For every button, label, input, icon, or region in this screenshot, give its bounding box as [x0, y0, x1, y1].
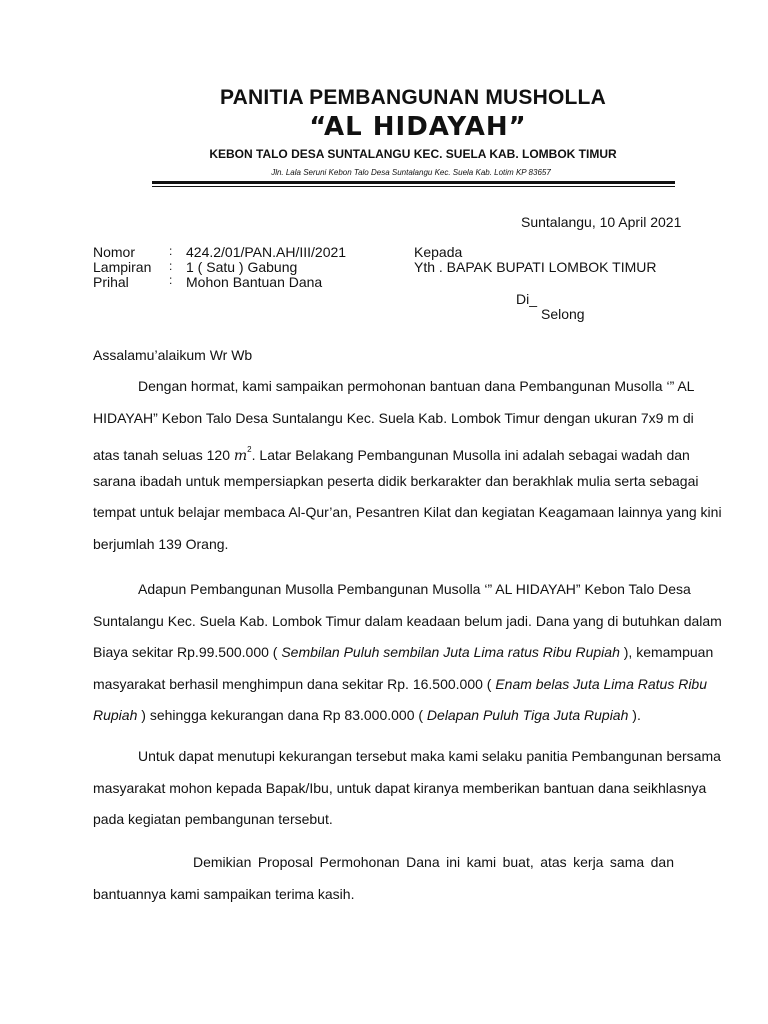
meta-colon: :	[169, 273, 173, 287]
meta-label-prihal: Prihal	[93, 274, 129, 290]
date-line: Suntalangu, 10 April 2021	[521, 214, 682, 230]
paragraph-1-line: tempat untuk belajar membaca Al-Qur’an, Pesantren Kilat dan kegiatan Keagamaan lainnya yang kini	[93, 504, 722, 520]
paragraph-3-line: Untuk dapat menutupi kekurangan tersebut maka kami selaku panitia Pembangunan bersama	[138, 748, 721, 764]
paragraph-1	[93, 371, 722, 560]
letterhead-committee: PANITIA PEMBANGUNAN MUSHOLLA	[220, 86, 606, 109]
paragraph-1-text: . Latar Belakang Pembangunan Musolla ini adalah sebagai wadah dan	[251, 447, 690, 463]
paragraph-1-line: Dengan hormat, kami sampaikan permohonan bantuan dana Pembangunan Musolla ‘” AL	[138, 378, 695, 394]
meta-value-prihal: Mohon Bantuan Dana	[186, 274, 323, 290]
paragraph-2-text: ).	[628, 707, 641, 723]
salutation: Assalamu’alaikum Wr Wb	[93, 347, 253, 363]
letterhead-divider-thick	[152, 181, 675, 184]
meta-value-nomor: 424.2/01/PAN.AH/III/2021	[186, 244, 347, 260]
letterhead-address: Jln. Lala Seruni Kebon Talo Desa Suntalangu Kec. Suela Kab. Lotim KP 83657	[271, 168, 551, 177]
letterhead-location: KEBON TALO DESA SUNTALANGU KEC. SUELA KAB. LOMBOK TIMUR	[209, 147, 617, 161]
paragraph-4-line: bantuannya kami sampaikan terima kasih.	[93, 885, 355, 902]
recipient-addressee: Yth . BAPAK BUPATI LOMBOK TIMUR	[414, 259, 657, 275]
amount-in-words: Sembilan Puluh sembilan Juta Lima ratus Ribu Rupiah	[281, 644, 620, 660]
paragraph-2-text: masyarakat berhasil menghimpun dana sekitar Rp. 16.500.000 (	[93, 675, 496, 692]
amount-in-words: Delapan Puluh Tiga Juta Rupiah	[426, 707, 629, 723]
meta-colon: :	[169, 244, 173, 258]
paragraph-2-text: ) sehingga kekurangan dana Rp 83.000.000 (	[137, 707, 427, 723]
area-unit: m	[233, 448, 248, 464]
amount-in-words: Rupiah	[93, 707, 138, 723]
meta-label-lampiran: Lampiran	[93, 259, 152, 275]
meta-colon: :	[169, 259, 173, 273]
area-exponent: 2	[247, 445, 252, 454]
paragraph-2-line: Suntalangu Kec. Suela Kab. Lombok Timur dalam keadaan belum jadi. Dana yang di butuhkan dalam	[93, 612, 722, 629]
paragraph-2-line	[93, 637, 714, 669]
paragraph-2-text: ), kemampuan	[619, 644, 714, 660]
recipient-di: Di_	[516, 291, 538, 307]
paragraph-2-line	[93, 669, 708, 701]
paragraph-1-line: berjumlah 139 Orang.	[93, 535, 229, 552]
paragraph-2-text: Biaya sekitar Rp.99.500.000 (	[93, 644, 282, 660]
paragraph-4-line: Demikian Proposal Permohonan Dana ini kami buat, atas kerja sama dan	[193, 854, 674, 870]
meta-label-nomor: Nomor	[93, 244, 136, 260]
paragraph-3-line: pada kegiatan pembangunan tersebut.	[93, 811, 333, 827]
paragraph-3	[93, 741, 721, 836]
paragraph-1-line: sarana ibadah untuk mempersiapkan peserta didik berkarakter dan berakhlak mulia serta sebagai	[93, 472, 699, 489]
amount-in-words: Enam belas Juta Lima Ratus Ribu	[495, 675, 708, 692]
paragraph-1-line: HIDAYAH” Kebon Talo Desa Suntalangu Kec. Suela Kab. Lombok Timur dengan ukuran 7x9 m di	[93, 409, 694, 426]
recipient-to: Kepada	[414, 244, 463, 260]
paragraph-1-text: atas tanah seluas 120	[93, 447, 234, 463]
paragraph-2-line	[93, 700, 674, 732]
recipient-city: Selong	[541, 306, 585, 322]
paragraph-1-line	[93, 434, 690, 466]
letterhead-divider-thin	[152, 186, 675, 187]
meta-value-lampiran: 1 ( Satu ) Gabung	[186, 259, 298, 275]
paragraph-4	[93, 847, 674, 910]
paragraph-2	[93, 574, 722, 732]
paragraph-2-line: Adapun Pembangunan Musolla Pembangunan Musolla ‘” AL HIDAYAH” Kebon Talo Desa	[138, 581, 691, 597]
paragraph-3-line: masyarakat mohon kepada Bapak/Ibu, untuk dapat kiranya memberikan bantuan dana seikhlasnya	[93, 779, 707, 796]
letterhead-name: “AL HIDAYAH”	[309, 112, 527, 142]
